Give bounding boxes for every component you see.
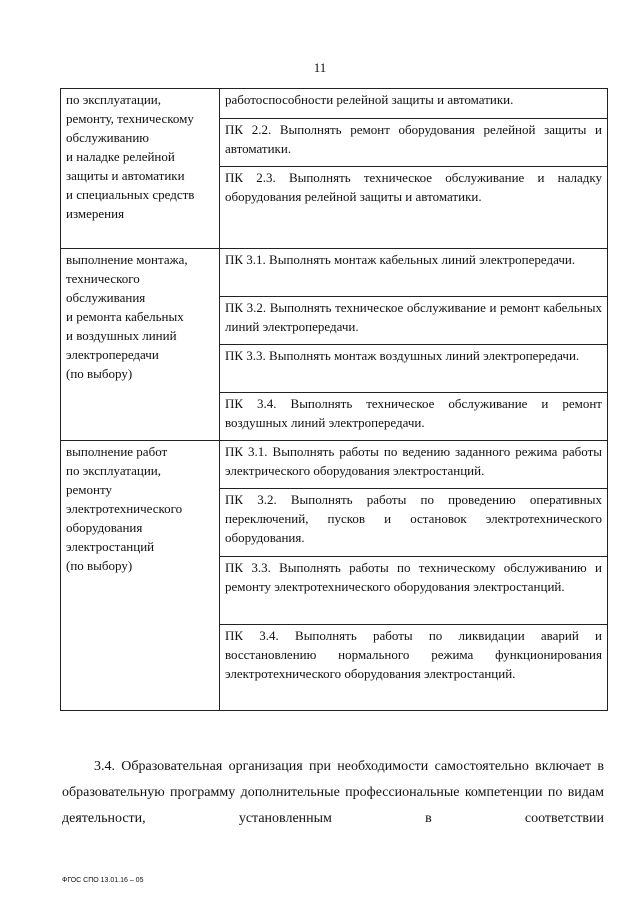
competency-cell: ПК 3.4. Выполнять техническое обслуживание и ремонт воздушных линий электропередачи. [220, 393, 608, 441]
competency-cell: ПК 3.3. Выполнять работы по техническому обслуживанию и ремонту электротехнического оборудования электростанций. [220, 557, 608, 625]
competency-cell: ПК 2.3. Выполнять техническое обслуживание и наладку оборудования релейной защиты и автоматики. [220, 167, 608, 249]
activity-line: обслуживанию [66, 130, 150, 145]
competency-cell: ПК 3.3. Выполнять монтаж воздушных линий электропередачи. [220, 345, 608, 393]
activity-line: ремонту, техническому [66, 111, 194, 126]
table-row [61, 89, 608, 119]
competency-cell: ПК 3.2. Выполнять работы по проведению оперативных переключений, пусков и остановок электротехнического оборудования. [220, 489, 608, 557]
activity-line: оборудования [66, 520, 143, 535]
page-number: 11 [313, 60, 327, 75]
activity-line: электротехнического [66, 501, 183, 516]
footer-code: ФГОС СПО 13.01.16 – 05 [62, 877, 144, 884]
activity-line: и специальных средств [66, 187, 195, 202]
activity-line: и воздушных линий [66, 328, 177, 343]
activity-line: (по выбору) [66, 366, 133, 381]
activity-line: ремонту [66, 482, 112, 497]
activity-line: электропередачи [66, 347, 159, 362]
activity-line: выполнение работ [66, 444, 168, 459]
competency-cell: ПК 3.1. Выполнять монтаж кабельных линий электропередачи. [220, 249, 608, 297]
activity-line: выполнение монтажа, [66, 252, 188, 267]
table-row [61, 441, 608, 489]
table-row [61, 249, 608, 297]
competency-cell: работоспособности релейной защиты и автоматики. [220, 89, 608, 119]
activity-line: по эксплуатации, [66, 463, 161, 478]
activity-line: и наладке релейной [66, 149, 175, 164]
body-paragraph: 3.4. Образовательная организация при необходимости самостоятельно включает в образовательную программу дополнительные профессиональные компетенции по видам деятельности, установленным в соответствии [62, 759, 604, 826]
activity-line: по эксплуатации, [66, 92, 161, 107]
activity-line: защиты и автоматики [66, 168, 185, 183]
competencies-table [60, 88, 608, 711]
competency-cell: ПК 3.4. Выполнять работы по ликвидации аварий и восстановлению нормального режима функционирования электротехнического оборудования электростанций. [220, 625, 608, 711]
competency-cell: ПК 3.1. Выполнять работы по ведению заданного режима работы электрического оборудования электростанций. [220, 441, 608, 489]
activity-line: измерения [66, 206, 125, 221]
competency-cell: ПК 3.2. Выполнять техническое обслуживание и ремонт кабельных линий электропередачи. [220, 297, 608, 345]
activity-line: и ремонта кабельных [66, 309, 184, 324]
competency-cell: ПК 2.2. Выполнять ремонт оборудования релейной защиты и автоматики. [220, 119, 608, 167]
activity-line: (по выбору) [66, 558, 133, 573]
activity-line: электростанций [66, 539, 155, 554]
activity-cell [61, 89, 220, 249]
activity-cell [61, 441, 220, 711]
activity-cell [61, 249, 220, 441]
activity-line: технического [66, 271, 140, 286]
activity-line: обслуживания [66, 290, 146, 305]
